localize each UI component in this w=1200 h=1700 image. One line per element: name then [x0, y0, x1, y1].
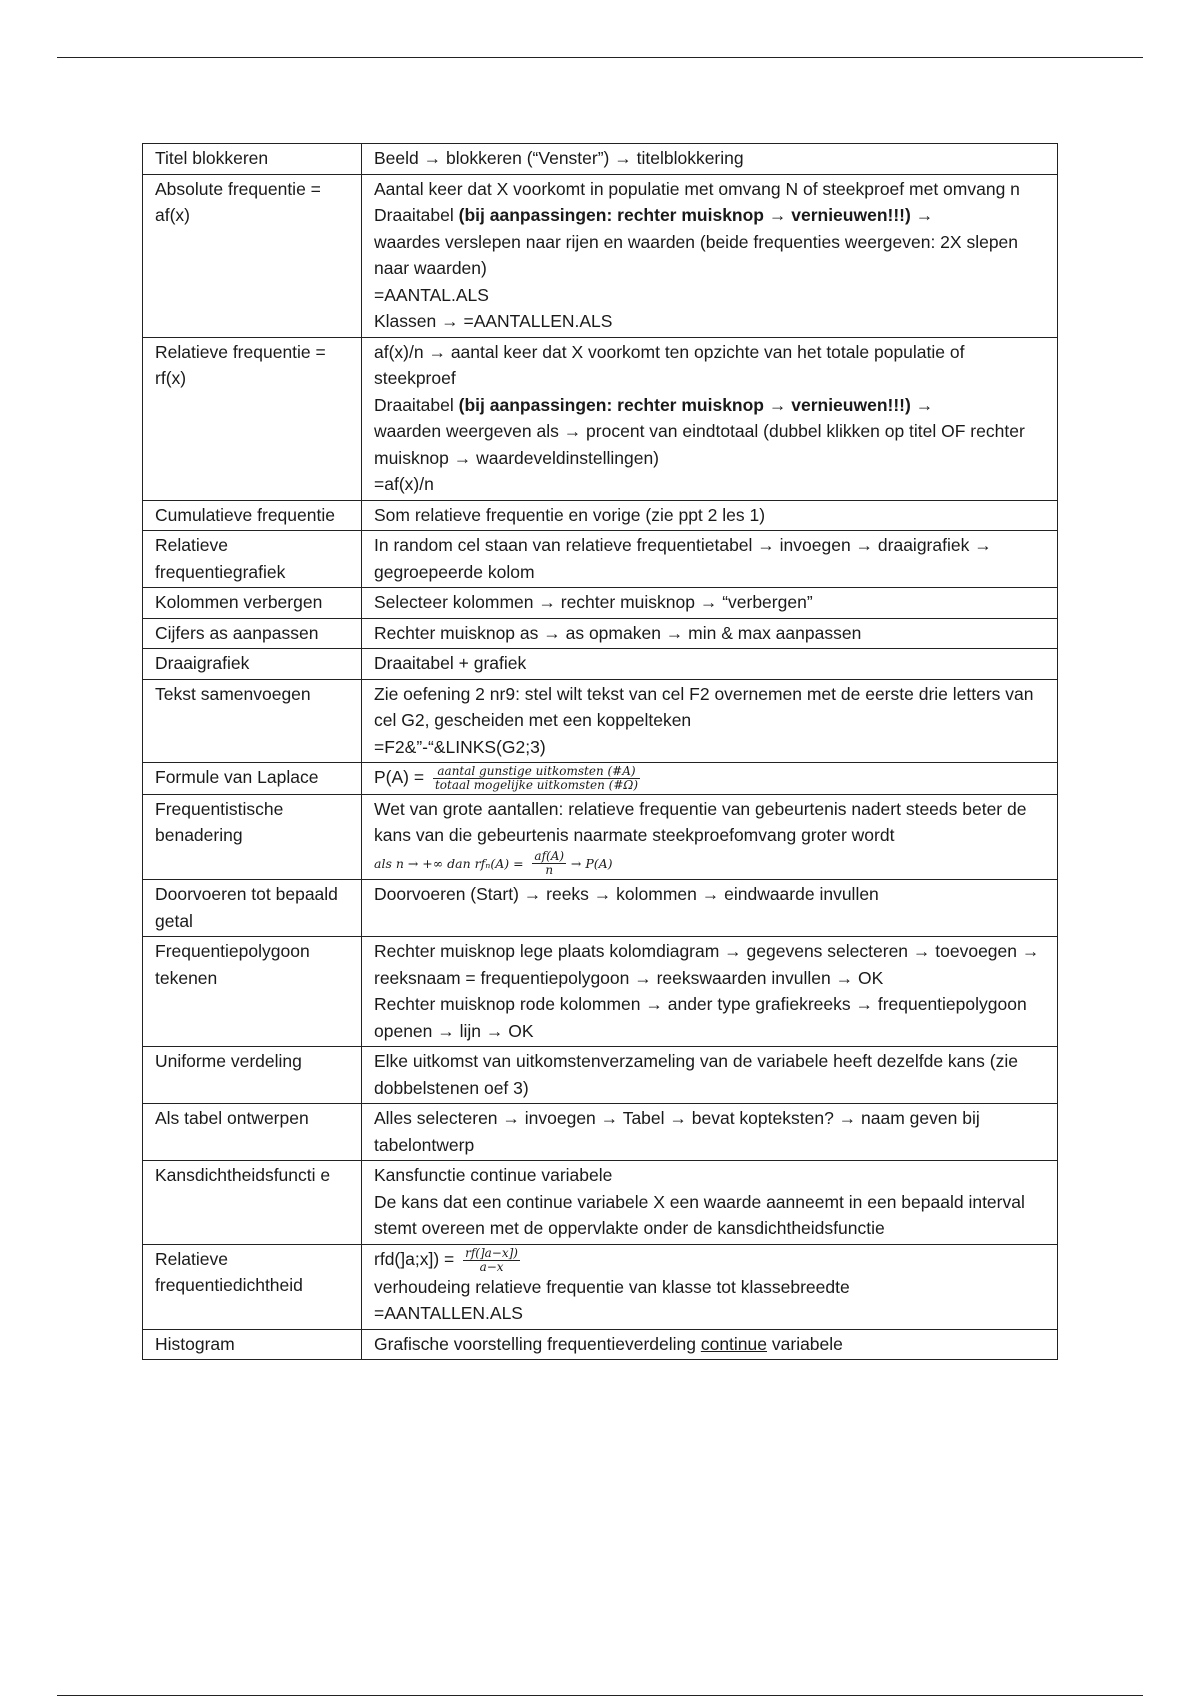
fraction-numerator: af(A)	[534, 848, 565, 863]
table-row	[143, 763, 1058, 795]
description-cell	[362, 763, 1058, 795]
term-cell: Kansdichtheidsfuncti e	[143, 1161, 362, 1245]
description-cell	[362, 144, 1058, 175]
description-line: Doorvoeren (Start) → reeks → kolommen → eindwaarde invullen	[374, 884, 879, 905]
formula-prefix: rfd(]a;x]) =	[374, 1248, 455, 1269]
term-cell: Cumulatieve frequentie	[143, 500, 362, 531]
description-line: waardes verslepen naar rijen en waarden (beide frequenties weergeven: 2X slepen naar waarden)	[374, 231, 1019, 278]
fraction-denominator: totaal mogelijke uitkomsten (#Ω)	[434, 777, 639, 792]
description-cell	[362, 174, 1058, 337]
density-fraction	[463, 1247, 520, 1274]
table-row	[143, 1161, 1058, 1245]
description-line: Rechter muisknop lege plaats kolomdiagram → gegevens selecteren → toevoegen → reeksnaam = frequentiepolygoon → reekswaarden invullen → OK	[374, 941, 1040, 988]
description-cell	[362, 588, 1058, 619]
header-rule	[57, 57, 1143, 58]
term-cell: Relatieve frequentiegrafiek	[143, 531, 362, 588]
table-row	[143, 1244, 1058, 1329]
description-text: Grafische voorstelling frequentieverdeling	[374, 1333, 701, 1354]
laplace-fraction	[433, 765, 640, 792]
density-formula	[374, 1246, 1047, 1274]
table-row	[143, 618, 1058, 649]
description-line: In random cel staan van relatieve frequentietabel → invoegen → draaigrafiek → gegroepeerde kolom	[374, 535, 992, 582]
description-line: Kansfunctie continue variabele	[374, 1165, 613, 1186]
formula-line: =af(x)/n	[374, 474, 434, 494]
term-cell: Frequentistische benadering	[143, 794, 362, 880]
limit-fraction	[532, 850, 566, 877]
table-row	[143, 794, 1058, 880]
description-line: De kans dat een continue variabele X een waarde aanneemt in een bepaald interval stemt overeen met de oppervlakte onder de kansdichtheidsfunctie	[374, 1191, 1025, 1239]
term-cell: Draaigrafiek	[143, 649, 362, 680]
table-row	[143, 500, 1058, 531]
description-line: Klassen → =AANTALLEN.ALS	[374, 311, 613, 331]
description-line: Som relatieve frequentie en vorige (zie ppt 2 les 1)	[374, 504, 766, 525]
description-line: verhoudeing relatieve frequentie van klasse tot klassebreedte	[374, 1276, 850, 1297]
term-cell: Als tabel ontwerpen	[143, 1104, 362, 1161]
fraction-numerator: rf(]a−x])	[465, 1245, 518, 1260]
footer-rule	[57, 1695, 1143, 1696]
description-line: Draaitabel + grafiek	[374, 653, 527, 673]
description-cell	[362, 618, 1058, 649]
term-cell: Doorvoeren tot bepaald getal	[143, 880, 362, 937]
description-cell	[362, 531, 1058, 588]
draaitabel-label: Draaitabel	[374, 205, 454, 225]
term-cell: Uniforme verdeling	[143, 1047, 362, 1104]
description-line: waarden weergeven als → procent van eindtotaal (dubbel klikken op titel OF rechter muisknop → waardeveldinstellingen)	[374, 421, 1025, 468]
formula-line: =F2&”-“&LINKS(G2;3)	[374, 736, 546, 757]
table-row	[143, 937, 1058, 1047]
term-cell: Histogram	[143, 1329, 362, 1360]
math-suffix: → P(A)	[570, 855, 613, 871]
table-row	[143, 880, 1058, 937]
formula-prefix: P(A) =	[374, 767, 425, 787]
term-cell: Relatieve frequentie = rf(x)	[143, 337, 362, 500]
description-line: Rechter muisknop as → as opmaken → min & max aanpassen	[374, 622, 862, 643]
term-cell: Formule van Laplace	[143, 763, 362, 795]
arrow-glyph: →	[915, 394, 934, 415]
table-row	[143, 1047, 1058, 1104]
description-cell	[362, 1047, 1058, 1104]
draaitabel-note: (bij aanpassingen: rechter muisknop → vernieuwen!!!)	[458, 394, 911, 415]
underlined-word: continue	[700, 1333, 768, 1354]
description-cell	[362, 880, 1058, 937]
arrow-glyph: →	[915, 205, 934, 225]
table-row	[143, 174, 1058, 337]
description-cell	[362, 649, 1058, 680]
table-row	[143, 144, 1058, 175]
draaitabel-note: (bij aanpassingen: rechter muisknop → vernieuwen!!!)	[458, 205, 911, 225]
description-cell	[362, 937, 1058, 1047]
term-cell: Absolute frequentie = af(x)	[143, 174, 362, 337]
table-row	[143, 649, 1058, 680]
limit-formula	[374, 849, 1047, 878]
table-row	[143, 531, 1058, 588]
term-cell: Tekst samenvoegen	[143, 679, 362, 763]
description-line: Selecteer kolommen → rechter muisknop → “verbergen”	[374, 592, 813, 612]
table-row	[143, 679, 1058, 763]
fraction-denominator: a−x	[479, 1259, 504, 1274]
description-cell	[362, 1244, 1058, 1329]
description-text: variabele	[767, 1333, 843, 1354]
fraction-denominator: n	[545, 862, 554, 877]
description-cell	[362, 1104, 1058, 1161]
description-line: Aantal keer dat X voorkomt in populatie met omvang N of steekproef met omvang n	[374, 178, 1020, 199]
description-line: Rechter muisknop rode kolommen → ander type grafiekreeks → frequentiepolygoon openen → lijn → OK	[374, 994, 1027, 1041]
term-cell: Frequentiepolygoon tekenen	[143, 937, 362, 1047]
description-line: af(x)/n → aantal keer dat X voorkomt ten opzichte van het totale populatie of steekproef	[374, 341, 965, 388]
laplace-formula	[374, 764, 1047, 792]
term-cell: Kolommen verbergen	[143, 588, 362, 619]
term-cell: Cijfers as aanpassen	[143, 618, 362, 649]
formula-line: =AANTALLEN.ALS	[374, 1303, 523, 1324]
description-cell	[362, 337, 1058, 500]
description-line: Wet van grote aantallen: relatieve frequentie van gebeurtenis nadert steeds beter de kans van die gebeurtenis naarmate steekproefomvang groter wordt	[374, 798, 1027, 846]
table-row	[143, 1104, 1058, 1161]
description-line: Alles selecteren → invoegen → Tabel → bevat kopteksten? → naam geven bij tabelontwerp	[374, 1108, 980, 1155]
table-row	[143, 337, 1058, 500]
description-line: Zie oefening 2 nr9: stel wilt tekst van cel F2 overnemen met de eerste drie letters van cel G2, gescheiden met een koppelteken	[374, 683, 1034, 730]
description-cell	[362, 1329, 1058, 1360]
term-cell: Titel blokkeren	[143, 144, 362, 175]
table-row	[143, 588, 1058, 619]
description-line: Beeld → blokkeren (“Venster”) → titelblokkering	[374, 148, 744, 168]
math-prefix: als n → +∞ dan rfₙ(A) =	[374, 855, 524, 871]
table-row	[143, 1329, 1058, 1360]
description-cell	[362, 1161, 1058, 1245]
description-line: Elke uitkomst van uitkomstenverzameling van de variabele heeft dezelfde kans (zie dobbelstenen oef 3)	[374, 1051, 1018, 1098]
draaitabel-label: Draaitabel	[374, 394, 454, 415]
description-cell	[362, 500, 1058, 531]
formula-line: =AANTAL.ALS	[374, 284, 489, 305]
term-cell: Relatieve frequentiedichtheid	[143, 1244, 362, 1329]
fraction-numerator: aantal gunstige uitkomsten (#A)	[433, 765, 640, 779]
description-cell	[362, 679, 1058, 763]
description-cell	[362, 794, 1058, 880]
summary-table	[142, 143, 1058, 1360]
